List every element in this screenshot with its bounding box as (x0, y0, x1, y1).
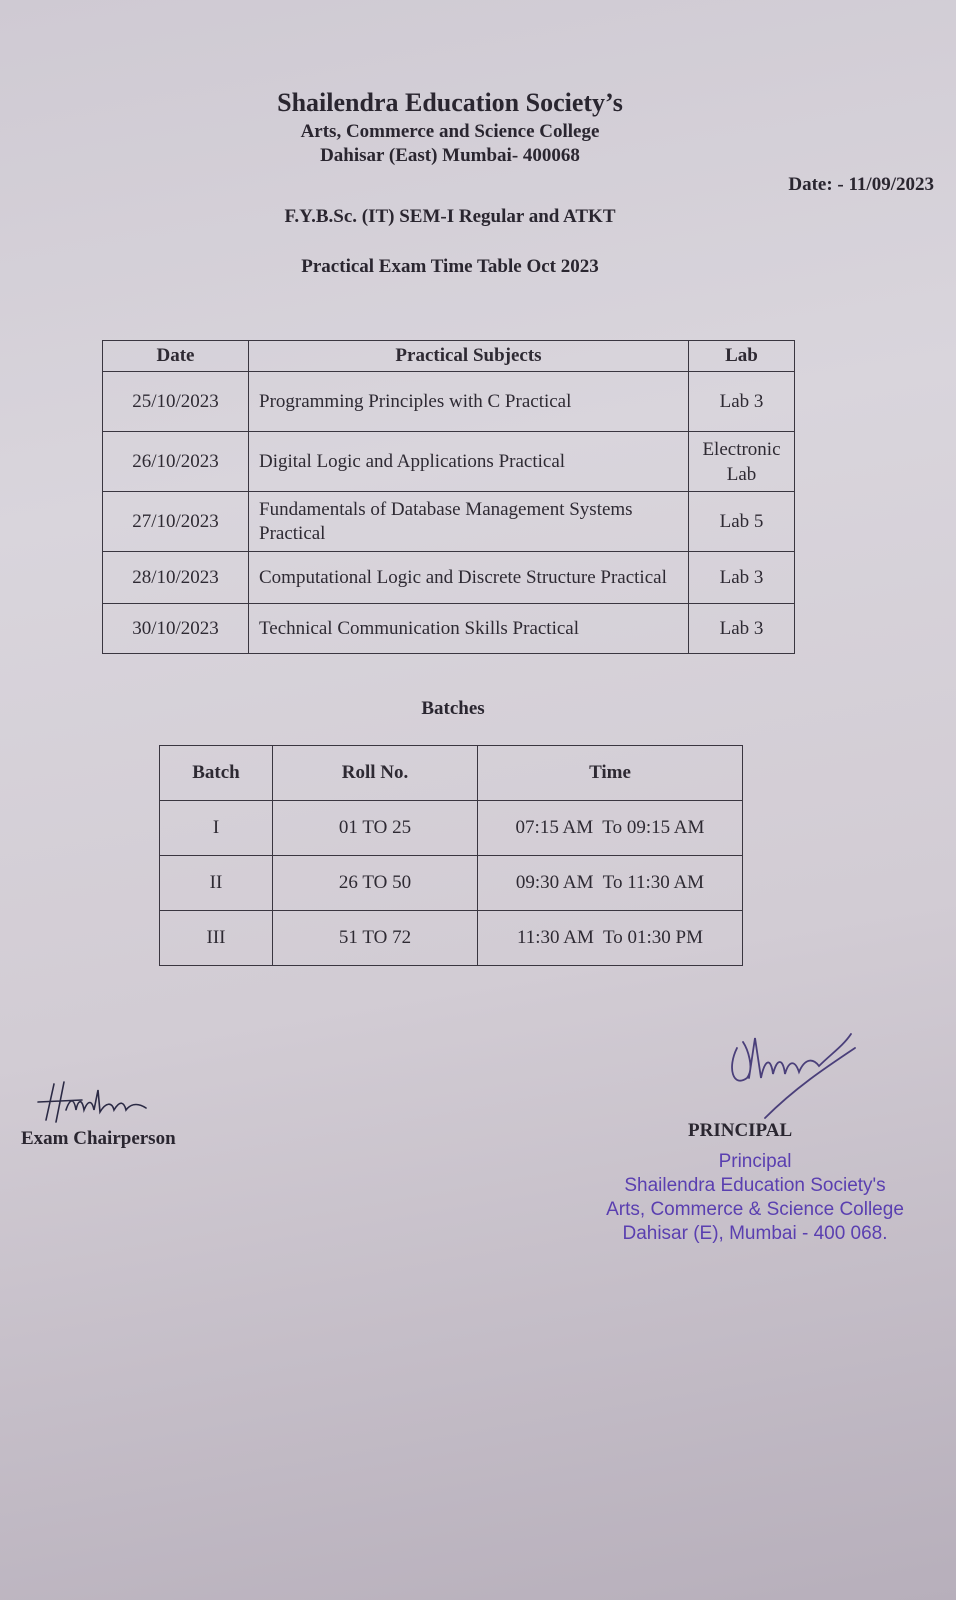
table-header-row (103, 341, 795, 372)
table-header-row (160, 746, 743, 801)
table-row (103, 552, 795, 604)
exam-lab: Lab 5 (689, 492, 795, 552)
timetable-title: Practical Exam Time Table Oct 2023 (301, 256, 599, 277)
batch-time: 11:30 AM To 01:30 PM (478, 911, 743, 966)
exam-date: 30/10/2023 (103, 604, 249, 654)
header-batch: Batch (160, 746, 273, 801)
batch-time: 07:15 AM To 09:15 AM (478, 801, 743, 856)
chairperson-label: Exam Chairperson (21, 1128, 176, 1149)
batch-table (159, 745, 743, 966)
exam-subject: Technical Communication Skills Practical (249, 604, 689, 654)
exam-subject: Programming Principles with C Practical (249, 372, 689, 432)
header-subjects: Practical Subjects (249, 341, 689, 372)
table-row (160, 801, 743, 856)
society-name: Shailendra Education Society’s (277, 88, 623, 117)
header-date: Date (103, 341, 249, 372)
batch-roll: 26 TO 50 (273, 856, 478, 911)
exam-lab: Lab 3 (689, 552, 795, 604)
college-name: Arts, Commerce and Science College (300, 121, 600, 142)
batch-number: III (160, 911, 273, 966)
exam-lab: Electronic Lab (689, 432, 795, 492)
header-lab: Lab (689, 341, 795, 372)
batch-time: 09:30 AM To 11:30 AM (478, 856, 743, 911)
course-title: F.Y.B.Sc. (IT) SEM-I Regular and ATKT (284, 206, 616, 227)
exam-lab: Lab 3 (689, 604, 795, 654)
exam-timetable (102, 340, 795, 654)
batch-number: I (160, 801, 273, 856)
exam-date: 25/10/2023 (103, 372, 249, 432)
exam-date: 27/10/2023 (103, 492, 249, 552)
college-address: Dahisar (East) Mumbai- 400068 (320, 145, 580, 166)
table-row (160, 856, 743, 911)
stamp-title: Principal (718, 1151, 792, 1172)
exam-date: 26/10/2023 (103, 432, 249, 492)
batch-roll: 51 TO 72 (273, 911, 478, 966)
table-row (103, 492, 795, 552)
stamp-society: Shailendra Education Society's (624, 1175, 886, 1196)
header-time: Time (478, 746, 743, 801)
batch-number: II (160, 856, 273, 911)
document-date: Date: - 11/09/2023 (788, 174, 934, 195)
table-row (103, 372, 795, 432)
principal-signature (725, 1028, 875, 1128)
table-row (103, 604, 795, 654)
exam-subject: Fundamentals of Database Management Systems Practical (249, 492, 689, 552)
chairperson-signature (36, 1080, 156, 1130)
exam-lab: Lab 3 (689, 372, 795, 432)
batches-title: Batches (421, 698, 485, 719)
exam-subject: Computational Logic and Discrete Structure Practical (249, 552, 689, 604)
header-roll: Roll No. (273, 746, 478, 801)
exam-date: 28/10/2023 (103, 552, 249, 604)
table-row (103, 432, 795, 492)
stamp-address: Dahisar (E), Mumbai - 400 068. (622, 1223, 888, 1244)
table-row (160, 911, 743, 966)
principal-label: PRINCIPAL (688, 1120, 793, 1141)
principal-stamp (585, 1150, 925, 1246)
exam-subject: Digital Logic and Applications Practical (249, 432, 689, 492)
stamp-college: Arts, Commerce & Science College (606, 1199, 904, 1220)
batch-roll: 01 TO 25 (273, 801, 478, 856)
